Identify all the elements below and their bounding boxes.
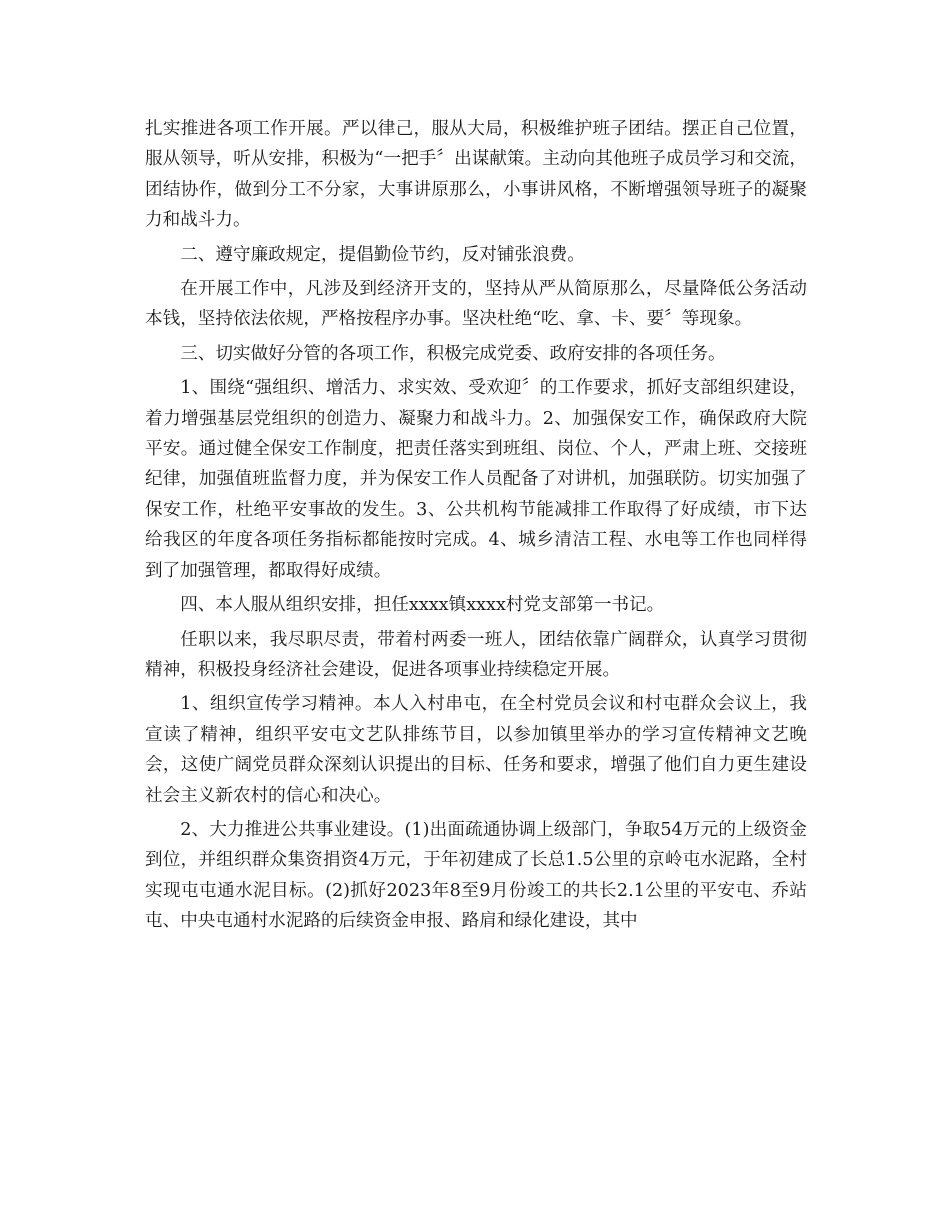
paragraph-3: 在开展工作中，凡涉及到经济开支的，坚持从严从简原那么，尽量降低公务活动本钱，坚持依法依规，严格按程序办事。坚决杜绝“吃、拿、卡、要〞等现象。 (145, 279, 807, 330)
document-body (145, 114, 807, 941)
section-heading-3: 三、切实做好分管的各项工作，积极完成党委、政府安排的各项任务。 (180, 343, 726, 364)
paragraph-1: 扎实推进各项工作开展。严以律己，服从大局，积极维护班子团结。摆正自己位置，服从领导，听从安排，积极为“一把手〞出谋献策。主动向其他班子成员学习和交流，团结协作，做到分工不分家，大事讲原那么，小事讲风格，不断增强领导班子的凝聚力和战斗力。 (145, 119, 807, 231)
section-heading-2: 二、遵守廉政规定，提倡勤俭节约，反对铺张浪费。 (180, 244, 585, 265)
paragraph-7: 任职以来，我尽职尽责，带着村两委一班人，团结依靠广阔群众，认真学习贯彻精神，积极投身经济社会建设，促进各项事业持续稳定开展。 (145, 629, 807, 680)
paragraph-8: 1、组织宣传学习精神。本人入村串屯，在全村党员会议和村屯群众会议上，我宣读了精神，组织平安屯文艺队排练节目，以参加镇里举办的学习宣传精神文艺晚会，这使广阔党员群众深刻认识提出的目标、任务和要求，增强了他们自力更生建设社会主义新农村的信心和决心。 (145, 694, 807, 806)
paragraph-9: 2、大力推进公共事业建设。(1)出面疏通协调上级部门，争取54万元的上级资金到位，并组织群众集资捐资4万元，于年初建成了长总1.5公里的京岭屯水泥路，全村实现屯屯通水泥目标。(2)抓好2023年8至9月份竣工的共长2.1公里的平安屯、乔站屯、中央屯通村水泥路的后续资金申报、路肩和绿化建设，其中 (145, 819, 807, 932)
paragraph-5: 1、围绕“强组织、增活力、求实效、受欢迎〞的工作要求，抓好支部组织建设，着力增强基层党组织的创造力、凝聚力和战斗力。2、加强保安工作，确保政府大院平安。通过健全保安工作制度，把责任落实到班组、岗位、个人，严肃上班、交接班纪律，加强值班监督力度，并为保安工作人员配备了对讲机，加强联防。切实加强了保安工作，杜绝平安事故的发生。3、公共机构节能减排工作取得了好成绩，市下达给我区的年度各项任务指标都能按时完成。4、城乡清洁工程、水电等工作也同样得到了加强管理，都取得好成绩。 (145, 378, 807, 581)
section-heading-4: 四、本人服从组织安排，担任xxxx镇xxxx村党支部第一书记。 (180, 595, 665, 616)
